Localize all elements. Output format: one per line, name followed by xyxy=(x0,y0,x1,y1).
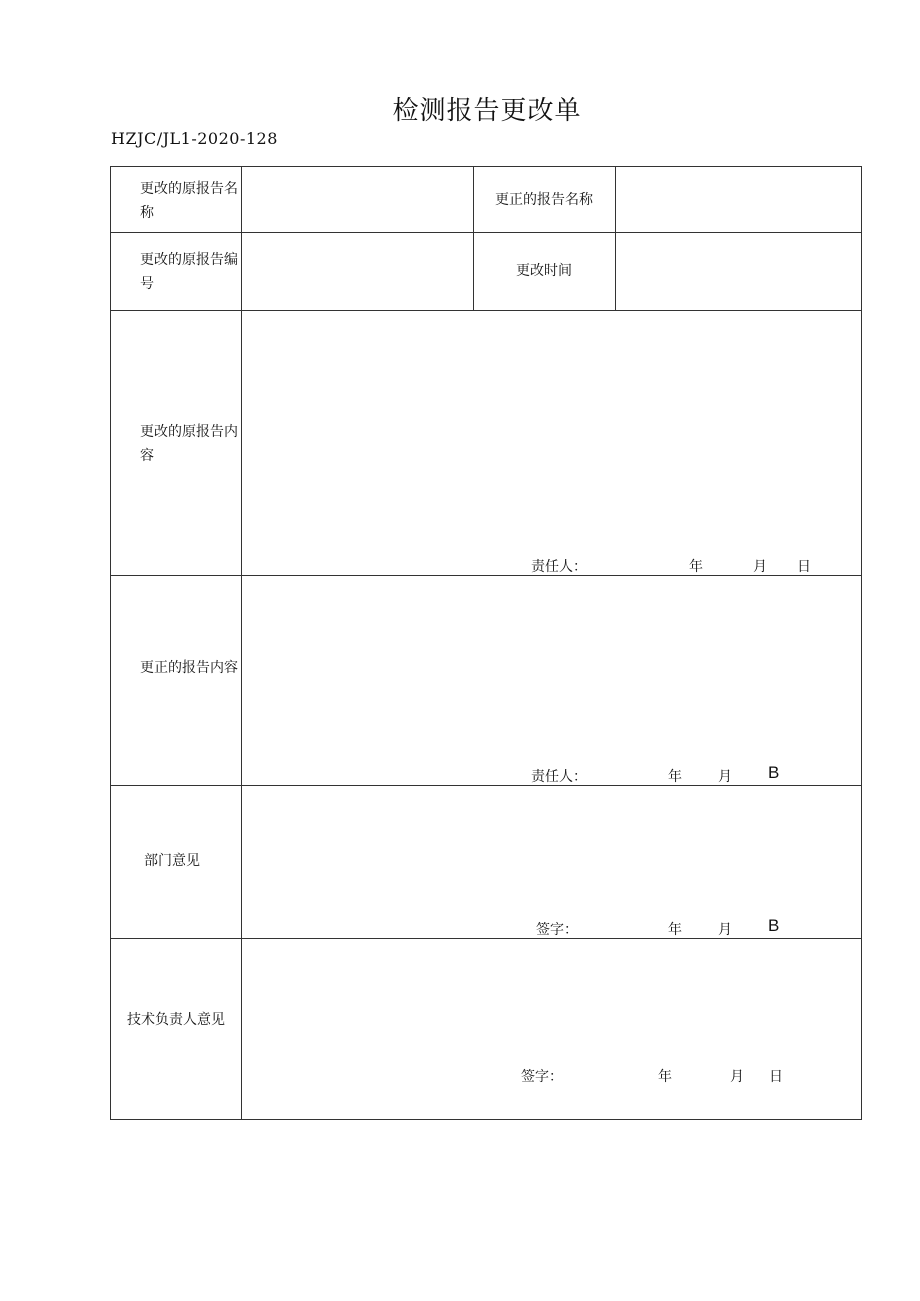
month-label: 月 xyxy=(718,922,732,938)
original-report-name-value[interactable] xyxy=(242,167,472,231)
original-report-content-label: 更改的原报告内容 xyxy=(140,424,238,464)
original-report-name-label: 更改的原报告名称 xyxy=(140,181,238,221)
page-title: 检测报告更改单 xyxy=(392,96,582,126)
original-report-number-label: 更改的原报告编号 xyxy=(140,252,238,292)
responsible-person-label: 责任人： xyxy=(531,769,587,785)
month-label: 月 xyxy=(730,1069,744,1085)
technical-director-opinion-label: 技术负责人意见 xyxy=(127,1012,225,1028)
change-time-value[interactable] xyxy=(616,233,861,309)
year-label: 年 xyxy=(658,1069,672,1085)
technical-director-opinion-area[interactable] xyxy=(242,939,861,1059)
original-report-number-value[interactable] xyxy=(242,233,472,309)
day-label: B xyxy=(768,763,780,782)
day-label: 日 xyxy=(769,1069,783,1085)
corrected-report-content-label: 更正的报告内容 xyxy=(140,660,238,676)
document-number: HZJC/JL1-2020-128 xyxy=(111,129,278,148)
corrected-report-name-label: 更正的报告名称 xyxy=(495,192,593,208)
year-label: 年 xyxy=(689,559,703,575)
change-time-label: 更改时间 xyxy=(516,263,572,279)
department-opinion-label: 部门意见 xyxy=(144,853,200,869)
signature-label: 签字： xyxy=(536,922,578,938)
day-label: 日 xyxy=(797,559,811,575)
day-label: B xyxy=(768,916,780,935)
year-label: 年 xyxy=(668,922,682,938)
department-opinion-area[interactable] xyxy=(242,786,861,910)
corrected-report-content-area[interactable] xyxy=(242,576,861,756)
original-report-content-area[interactable] xyxy=(242,311,861,545)
responsible-person-label: 责任人： xyxy=(531,559,587,575)
month-label: 月 xyxy=(753,559,767,575)
corrected-report-name-value[interactable] xyxy=(616,167,861,231)
year-label: 年 xyxy=(668,769,682,785)
signature-label: 签字： xyxy=(521,1069,563,1085)
month-label: 月 xyxy=(718,769,732,785)
